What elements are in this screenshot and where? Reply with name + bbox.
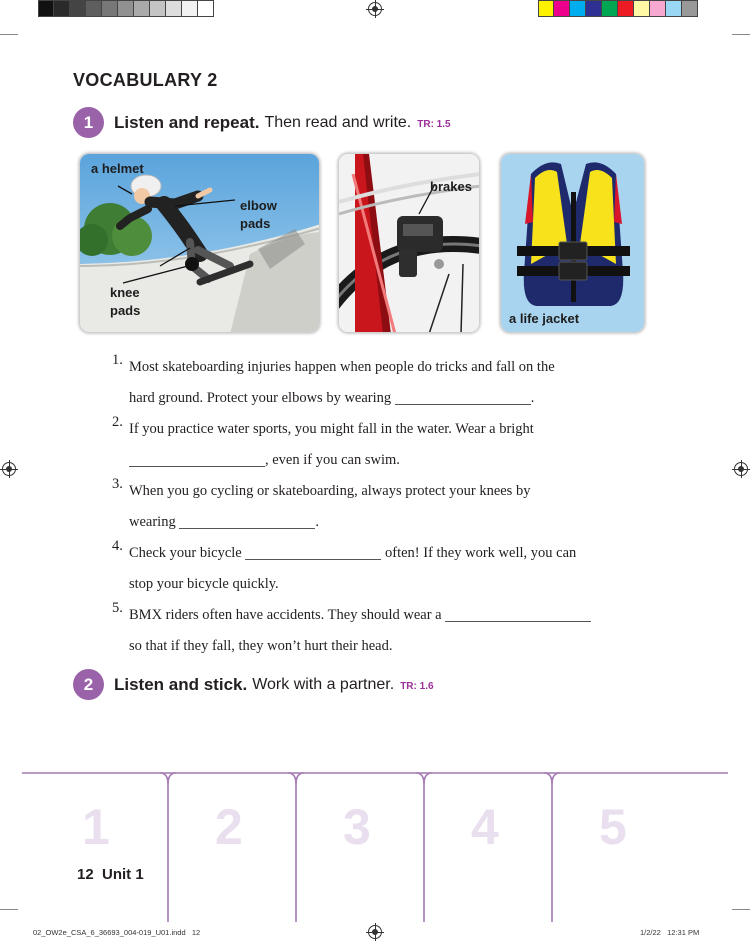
crop-mark [0, 34, 18, 35]
label-elbow-pads: pads [240, 216, 271, 231]
process-color-bar [538, 0, 698, 17]
sentence-line: If you practice water sports, you might fall in the water. Wear a bright [129, 421, 534, 437]
print-date-slug: 1/2/22 12:31 PM [640, 928, 700, 937]
life-jacket-photo [500, 153, 645, 333]
answer-blank[interactable] [395, 390, 531, 405]
fill-in-sentences [112, 352, 632, 662]
sticker-tab-number: 5 [599, 799, 627, 855]
label-knee-pads: pads [110, 303, 141, 318]
activity-2-heading [73, 669, 434, 700]
sentence-line: so that if they fall, they won’t hurt their head. [129, 638, 393, 654]
activity-number-badge: 2 [73, 669, 104, 700]
sentence-line: Most skateboarding injuries happen when people do tricks and fall on the [129, 359, 555, 375]
item-number: 3. [112, 476, 123, 492]
item-number: 4. [112, 538, 123, 554]
audio-track-label: TR: 1.6 [400, 681, 434, 692]
sentence-3 [112, 476, 632, 538]
sentence-text: often! If they work well, you can [385, 545, 577, 561]
activity-instruction: Work with a partner. [252, 675, 395, 693]
crop-mark [732, 909, 750, 910]
activity-instruction-bold: Listen and repeat. [114, 112, 260, 132]
grayscale-color-bar [38, 0, 214, 17]
activity-instruction: Then read and write. [264, 113, 412, 131]
answer-blank[interactable] [129, 452, 265, 467]
label-brakes: brakes [430, 179, 472, 194]
item-number: 5. [112, 600, 123, 616]
answer-blank[interactable] [445, 607, 591, 622]
registration-mark-icon [2, 462, 16, 476]
sticker-tab-number: 4 [471, 799, 499, 855]
page-number-label: 12 Unit 1 [77, 866, 144, 883]
sticker-tab-number: 2 [215, 799, 243, 855]
file-slug: 02_OW2e_CSA_6_36693_004-019_U01.indd 12 [33, 928, 201, 937]
sticker-tab-number: 3 [343, 799, 371, 855]
section-title: VOCABULARY 2 [73, 70, 218, 90]
answer-blank[interactable] [179, 514, 315, 529]
label-helmet: a helmet [91, 161, 144, 176]
label-elbow: elbow [240, 198, 277, 213]
sentence-2 [112, 414, 632, 476]
item-number: 2. [112, 414, 123, 430]
crop-mark [0, 909, 18, 910]
activity-instruction-bold: Listen and stick. [114, 674, 248, 694]
activity-1-heading [73, 107, 451, 138]
label-knee: knee [110, 285, 140, 300]
sentence-text: BMX riders often have accidents. They should wear a [129, 607, 442, 623]
registration-mark-icon [368, 2, 382, 16]
registration-mark-icon [368, 925, 382, 939]
sentence-text: hard ground. Protect your elbows by wearing [129, 390, 392, 406]
sticker-tab-number: 1 [82, 799, 110, 855]
crop-mark [732, 34, 750, 35]
sentence-text: wearing [129, 514, 176, 530]
answer-blank[interactable] [245, 545, 381, 560]
sentence-1 [112, 352, 632, 414]
activity-number-badge: 1 [73, 107, 104, 138]
sentence-4 [112, 538, 632, 600]
sentence-end: . [315, 514, 319, 530]
registration-mark-icon [734, 462, 748, 476]
sentence-end: . [530, 390, 535, 406]
sentence-text: Check your bicycle [129, 545, 242, 561]
item-number: 1. [112, 352, 123, 368]
sentence-end: , even if you can swim. [265, 452, 400, 468]
sentence-line: stop your bicycle quickly. [129, 576, 279, 592]
brakes-photo [338, 153, 480, 333]
audio-track-label: TR: 1.5 [417, 119, 451, 130]
sentence-5 [112, 600, 632, 662]
sentence-line: When you go cycling or skateboarding, always protect your knees by [129, 483, 531, 499]
skateboarder-photo [79, 153, 320, 333]
label-life-jacket: a life jacket [509, 311, 580, 326]
